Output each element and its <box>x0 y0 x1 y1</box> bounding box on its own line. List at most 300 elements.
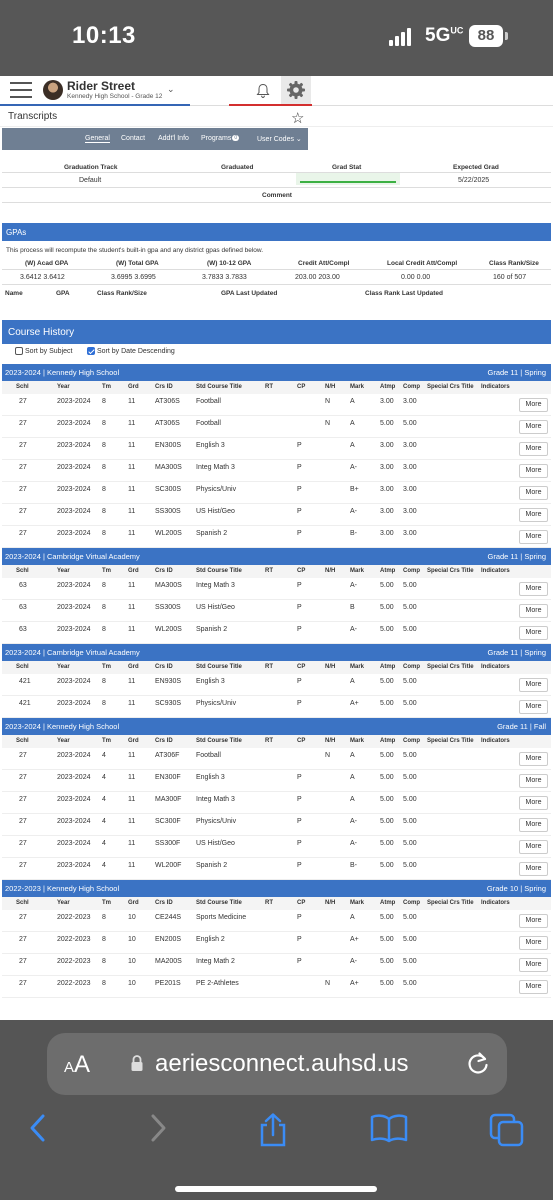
column-header: Special Crs Title <box>427 664 474 670</box>
table-cell: 5.00 <box>403 862 417 869</box>
table-cell: 27 <box>19 796 27 803</box>
column-header: CP <box>297 738 306 744</box>
table-cell: N <box>325 398 331 405</box>
table-row <box>2 748 551 770</box>
column-header: Comp <box>403 568 420 574</box>
column-header: Tm <box>102 900 111 906</box>
table-cell: 8 <box>102 626 106 633</box>
table-cell: 3.00 <box>380 486 394 493</box>
table-cell: 27 <box>19 508 27 515</box>
sort-by-subject-checkbox[interactable] <box>15 347 23 355</box>
column-header: Indicators <box>481 738 510 744</box>
table-cell: PE201S <box>155 980 181 987</box>
tabs-icon[interactable] <box>489 1113 525 1147</box>
more-button[interactable]: More <box>519 398 548 412</box>
credit-value: 203.00 203.00 <box>295 274 340 281</box>
home-indicator <box>175 1186 377 1192</box>
column-header: Grd <box>128 384 139 390</box>
battery-icon: 88 <box>469 25 503 47</box>
table-cell: 3.00 <box>380 508 394 515</box>
table-cell: Physics/Univ <box>196 700 237 707</box>
table-cell: N <box>325 420 331 427</box>
table-cell: 8 <box>102 442 106 449</box>
table-cell: 8 <box>102 678 106 685</box>
table-cell: 27 <box>19 464 27 471</box>
column-header: Indicators <box>481 900 510 906</box>
page-title: Transcripts <box>8 111 58 122</box>
column-header: Year <box>57 568 70 574</box>
table-cell: 11 <box>128 582 136 589</box>
graduation-track-value: Default <box>79 177 102 184</box>
settings-tab[interactable] <box>281 76 311 106</box>
ios-status-bar <box>0 0 553 76</box>
table-cell: SC300F <box>155 818 181 825</box>
tab-programs[interactable]: Programs 0 <box>201 135 238 142</box>
column-header: Comp <box>403 900 420 906</box>
student-avatar[interactable] <box>43 80 63 100</box>
more-button[interactable]: More <box>519 936 548 950</box>
table-cell: 8 <box>102 530 106 537</box>
table-row <box>2 674 551 696</box>
sort-by-subject-option[interactable]: Sort by Subject <box>15 347 72 355</box>
column-header: Schl <box>16 384 29 390</box>
more-button[interactable]: More <box>519 980 548 994</box>
term-school-label: 2023-2024 | Cambridge Virtual Academy <box>5 552 140 561</box>
table-row <box>2 858 551 880</box>
table-cell: EN300S <box>155 442 182 449</box>
table-cell: 5.00 <box>380 420 394 427</box>
table-row <box>2 976 551 998</box>
column-header: CP <box>297 900 306 906</box>
table-cell: P <box>297 958 302 965</box>
student-selector-underline <box>0 104 190 106</box>
table-cell: 27 <box>19 530 27 537</box>
expected-grad-value: 5/22/2025 <box>458 177 490 184</box>
table-cell: P <box>297 936 302 943</box>
table-cell: A+ <box>350 936 359 943</box>
table-cell: 63 <box>19 604 27 611</box>
student-select-chevron-icon[interactable]: ⌄ <box>167 84 175 94</box>
table-cell: 8 <box>102 936 106 943</box>
tab-addtl-info[interactable]: Addt'l Info <box>158 135 189 142</box>
column-header: Crs ID <box>155 900 173 906</box>
table-cell: 5.00 <box>403 914 417 921</box>
table-cell: A <box>350 678 355 685</box>
table-cell: P <box>297 626 302 633</box>
table-cell: 8 <box>102 420 106 427</box>
gpa-header: (W) Total GPA <box>116 260 159 267</box>
table-cell: MA300S <box>155 582 182 589</box>
table-cell: 4 <box>102 774 106 781</box>
column-header: Std Course Title <box>196 738 242 744</box>
cellular-signal-icon <box>389 28 415 46</box>
tab-contact[interactable]: Contact <box>121 135 146 142</box>
table-row <box>2 482 551 504</box>
table-cell: Physics/Univ <box>196 818 237 825</box>
table-cell: 11 <box>128 486 136 493</box>
column-header: RT <box>265 900 273 906</box>
table-cell: 11 <box>128 626 136 633</box>
column-header: Std Course Title <box>196 384 242 390</box>
table-cell: MA200S <box>155 958 182 965</box>
table-cell: 11 <box>128 398 136 405</box>
web-page <box>0 76 553 1020</box>
acad-gpa-value: 3.6412 3.6412 <box>20 274 65 281</box>
table-cell: AT306S <box>155 398 180 405</box>
column-header: RT <box>265 384 273 390</box>
column-header: Comp <box>403 664 420 670</box>
column-header-row <box>2 735 551 748</box>
table-cell: Integ Math 3 <box>196 582 235 589</box>
share-icon[interactable] <box>257 1113 289 1147</box>
more-button[interactable]: More <box>519 862 548 876</box>
table-cell: WL200F <box>155 862 182 869</box>
grad-stat-indicator <box>300 181 396 183</box>
table-cell: SS300S <box>155 508 181 515</box>
table-row <box>2 910 551 932</box>
table-cell: P <box>297 604 302 611</box>
table-cell: 2023-2024 <box>57 700 91 707</box>
more-button[interactable]: More <box>519 626 548 640</box>
column-header: Year <box>57 738 70 744</box>
favorite-star-icon[interactable]: ☆ <box>291 110 305 127</box>
table-cell: 2023-2024 <box>57 398 91 405</box>
table-cell: 8 <box>102 914 106 921</box>
table-cell: 3.00 <box>380 464 394 471</box>
table-cell: 5.00 <box>403 774 417 781</box>
table-cell: N <box>325 980 331 987</box>
table-cell: 11 <box>128 464 136 471</box>
gpa-subheader: Name <box>5 290 23 297</box>
table-cell: P <box>297 486 302 493</box>
term-grade-label: Grade 11 | Spring <box>487 648 546 657</box>
table-cell: WL200S <box>155 626 182 633</box>
more-button[interactable]: More <box>519 420 548 434</box>
table-cell: 2023-2024 <box>57 840 91 847</box>
table-cell: 5.00 <box>380 862 394 869</box>
back-icon[interactable] <box>27 1113 49 1143</box>
table-cell: SC300S <box>155 486 182 493</box>
column-header: Atmp <box>380 738 396 744</box>
more-button[interactable]: More <box>519 958 548 972</box>
course-history-header: Course History <box>2 320 551 344</box>
column-header: Comp <box>403 738 420 744</box>
table-cell: 27 <box>19 752 27 759</box>
table-cell: P <box>297 862 302 869</box>
column-header: Comp <box>403 384 420 390</box>
more-button[interactable]: More <box>519 678 548 692</box>
table-row <box>2 504 551 526</box>
more-button[interactable]: More <box>519 530 548 544</box>
column-header: Crs ID <box>155 738 173 744</box>
column-header: Tm <box>102 738 111 744</box>
term-header <box>2 718 551 735</box>
sort-by-date-option[interactable]: Sort by Date Descending <box>87 347 175 355</box>
more-button[interactable]: More <box>519 914 548 928</box>
table-row <box>2 394 551 416</box>
table-cell: A- <box>350 508 357 515</box>
table-cell: 11 <box>128 678 136 685</box>
table-row <box>2 600 551 622</box>
table-cell: English 3 <box>196 678 225 685</box>
table-cell: 5.00 <box>403 818 417 825</box>
table-cell: 27 <box>19 818 27 825</box>
more-button[interactable]: More <box>519 486 548 500</box>
table-cell: A- <box>350 626 357 633</box>
tab-general[interactable]: General <box>85 135 110 142</box>
table-cell: A- <box>350 818 357 825</box>
table-cell: 2023-2024 <box>57 862 91 869</box>
table-cell: 11 <box>128 508 136 515</box>
gpa-subheader: GPA <box>56 290 70 297</box>
table-cell: 2023-2024 <box>57 442 91 449</box>
table-cell: 5.00 <box>380 840 394 847</box>
table-cell: 2023-2024 <box>57 530 91 537</box>
grad-stat-cell <box>296 173 400 185</box>
column-header: N/H <box>325 900 336 906</box>
column-header-row <box>2 381 551 394</box>
table-cell: 2023-2024 <box>57 752 91 759</box>
table-cell: Spanish 2 <box>196 862 228 869</box>
table-cell: 2023-2024 <box>57 604 91 611</box>
table-cell: Sports Medicine <box>196 914 247 921</box>
divider <box>2 187 551 188</box>
more-button[interactable]: More <box>519 840 548 854</box>
table-cell: A <box>350 914 355 921</box>
column-header: N/H <box>325 664 336 670</box>
term-school-label: 2023-2024 | Kennedy High School <box>5 722 120 731</box>
more-button[interactable]: More <box>519 796 548 810</box>
table-cell: 5.00 <box>380 626 394 633</box>
table-cell: P <box>297 464 302 471</box>
table-cell: 2023-2024 <box>57 774 91 781</box>
gpas-note: This process will recompute the student's built-in gpa and any district gpas defined below. <box>6 247 264 254</box>
bookmarks-icon[interactable] <box>370 1113 408 1143</box>
table-cell: 8 <box>102 958 106 965</box>
table-cell: 5.00 <box>380 980 394 987</box>
more-button[interactable]: More <box>519 442 548 456</box>
table-cell: A+ <box>350 700 359 707</box>
table-cell: Integ Math 2 <box>196 958 235 965</box>
table-cell: A <box>350 796 355 803</box>
table-cell: 27 <box>19 398 27 405</box>
table-cell: Football <box>196 398 221 405</box>
table-cell: 3.00 <box>403 464 417 471</box>
table-cell: Physics/Univ <box>196 486 237 493</box>
table-cell: English 3 <box>196 774 225 781</box>
table-cell: 11 <box>128 420 136 427</box>
battery-tip <box>505 32 508 40</box>
column-header: Std Course Title <box>196 568 242 574</box>
more-button[interactable]: More <box>519 582 548 596</box>
tab-user-codes[interactable]: User Codes ⌄ <box>257 136 302 143</box>
table-cell: 5.00 <box>403 700 417 707</box>
term-grade-label: Grade 11 | Spring <box>487 552 546 561</box>
column-header: RT <box>265 738 273 744</box>
hamburger-menu-icon[interactable] <box>10 82 32 98</box>
table-cell: 27 <box>19 980 27 987</box>
table-cell: SS300S <box>155 604 181 611</box>
column-header: Tm <box>102 568 111 574</box>
table-cell: 11 <box>128 862 136 869</box>
table-cell: A- <box>350 840 357 847</box>
table-cell: 3.00 <box>403 508 417 515</box>
term-grade-label: Grade 10 | Spring <box>486 884 546 893</box>
table-cell: 5.00 <box>380 796 394 803</box>
reload-icon[interactable] <box>465 1050 491 1076</box>
table-cell: A <box>350 420 355 427</box>
term-header <box>2 644 551 661</box>
table-cell: 11 <box>128 840 136 847</box>
table-cell: 8 <box>102 700 106 707</box>
table-cell: Spanish 2 <box>196 530 228 537</box>
table-cell: 2023-2024 <box>57 582 91 589</box>
term-header <box>2 364 551 381</box>
table-row <box>2 696 551 718</box>
column-header: Crs ID <box>155 664 173 670</box>
table-cell: P <box>297 582 302 589</box>
table-cell: 4 <box>102 840 106 847</box>
column-header: Mark <box>350 384 365 390</box>
more-button[interactable]: More <box>519 774 548 788</box>
table-cell: 11 <box>128 752 136 759</box>
table-cell: SC930S <box>155 700 182 707</box>
gpa-10-12-value: 3.7833 3.7833 <box>202 274 247 281</box>
table-cell: A- <box>350 582 357 589</box>
table-cell: 5.00 <box>403 420 417 427</box>
table-row <box>2 954 551 976</box>
sort-by-date-checkbox[interactable] <box>87 347 95 355</box>
table-cell: 63 <box>19 582 27 589</box>
table-row <box>2 814 551 836</box>
table-cell: 4 <box>102 796 106 803</box>
column-header: Atmp <box>380 384 396 390</box>
column-header: Grd <box>128 664 139 670</box>
column-header: Indicators <box>481 568 510 574</box>
table-cell: P <box>297 818 302 825</box>
table-cell: P <box>297 442 302 449</box>
student-name[interactable]: Rider Street <box>67 79 136 93</box>
table-cell: 27 <box>19 486 27 493</box>
column-header: Mark <box>350 664 365 670</box>
table-cell: 5.00 <box>380 818 394 825</box>
table-cell: English 2 <box>196 936 225 943</box>
table-cell: 5.00 <box>380 678 394 685</box>
gpa-subheader: Class Rank Last Updated <box>365 290 444 297</box>
address-bar[interactable] <box>47 1033 507 1095</box>
table-cell: A+ <box>350 980 359 987</box>
gpa-subheader: Class Rank/Size <box>97 290 147 297</box>
more-button[interactable]: More <box>519 752 548 766</box>
table-cell: 8 <box>102 508 106 515</box>
table-cell: 11 <box>128 700 136 707</box>
column-header: N/H <box>325 738 336 744</box>
grad-stat-header: Grad Stat <box>332 164 362 171</box>
table-cell: A <box>350 774 355 781</box>
total-gpa-value: 3.6995 3.6995 <box>111 274 156 281</box>
table-cell: 4 <box>102 862 106 869</box>
column-header: Atmp <box>380 568 396 574</box>
table-cell: 27 <box>19 936 27 943</box>
url-text[interactable]: aeriesconnect.auhsd.us <box>155 1050 409 1077</box>
table-cell: 63 <box>19 626 27 633</box>
table-cell: 8 <box>102 582 106 589</box>
table-cell: 5.00 <box>380 752 394 759</box>
table-cell: 5.00 <box>380 958 394 965</box>
column-header: N/H <box>325 568 336 574</box>
table-cell: B- <box>350 530 357 537</box>
table-cell: 5.00 <box>403 980 417 987</box>
table-cell: P <box>297 840 302 847</box>
more-button[interactable]: More <box>519 818 548 832</box>
more-button[interactable]: More <box>519 700 548 714</box>
text-size-button[interactable]: AA <box>64 1051 91 1078</box>
table-cell: 5.00 <box>403 840 417 847</box>
table-cell: Spanish 2 <box>196 626 228 633</box>
notification-bell-icon[interactable] <box>256 83 270 99</box>
student-school-grade: Kennedy High School - Grade 12 <box>67 93 163 100</box>
more-button[interactable]: More <box>519 508 548 522</box>
column-header: Atmp <box>380 900 396 906</box>
transcript-subtabs <box>2 128 308 150</box>
column-header: Mark <box>350 900 365 906</box>
table-cell: 2022-2023 <box>57 958 91 965</box>
forward-icon[interactable] <box>147 1113 169 1143</box>
table-cell: 11 <box>128 818 136 825</box>
table-cell: 3.00 <box>403 530 417 537</box>
table-cell: EN300F <box>155 774 181 781</box>
table-cell: 2023-2024 <box>57 678 91 685</box>
column-header: Year <box>57 384 70 390</box>
table-cell: 5.00 <box>380 936 394 943</box>
table-cell: 2023-2024 <box>57 626 91 633</box>
table-cell: 2022-2023 <box>57 936 91 943</box>
network-type: $5G^{UC}$ <box>425 25 464 46</box>
table-cell: 421 <box>19 678 31 685</box>
table-cell: 27 <box>19 442 27 449</box>
chevron-down-icon: ⌄ <box>295 136 302 143</box>
table-cell: B+ <box>350 486 359 493</box>
gpa-subheader: GPA Last Updated <box>221 290 278 297</box>
expected-grad-header: Expected Grad <box>453 164 499 171</box>
table-cell: A- <box>350 464 357 471</box>
more-button[interactable]: More <box>519 464 548 478</box>
column-header: Special Crs Title <box>427 384 474 390</box>
table-cell: 5.00 <box>403 626 417 633</box>
column-header: Grd <box>128 900 139 906</box>
column-header: CP <box>297 384 306 390</box>
table-cell: MA300S <box>155 464 182 471</box>
table-row <box>2 438 551 460</box>
column-header: RT <box>265 664 273 670</box>
table-cell: 27 <box>19 862 27 869</box>
table-cell: SS300F <box>155 840 181 847</box>
table-row <box>2 622 551 644</box>
column-header: Schl <box>16 900 29 906</box>
column-header: Indicators <box>481 664 510 670</box>
more-button[interactable]: More <box>519 604 548 618</box>
table-cell: 8 <box>102 398 106 405</box>
table-cell: CE244S <box>155 914 182 921</box>
column-header: Special Crs Title <box>427 738 474 744</box>
table-cell: A <box>350 442 355 449</box>
table-cell: 4 <box>102 818 106 825</box>
table-cell: P <box>297 678 302 685</box>
table-cell: 5.00 <box>380 700 394 707</box>
table-cell: P <box>297 914 302 921</box>
column-header: Crs ID <box>155 384 173 390</box>
column-header: Crs ID <box>155 568 173 574</box>
